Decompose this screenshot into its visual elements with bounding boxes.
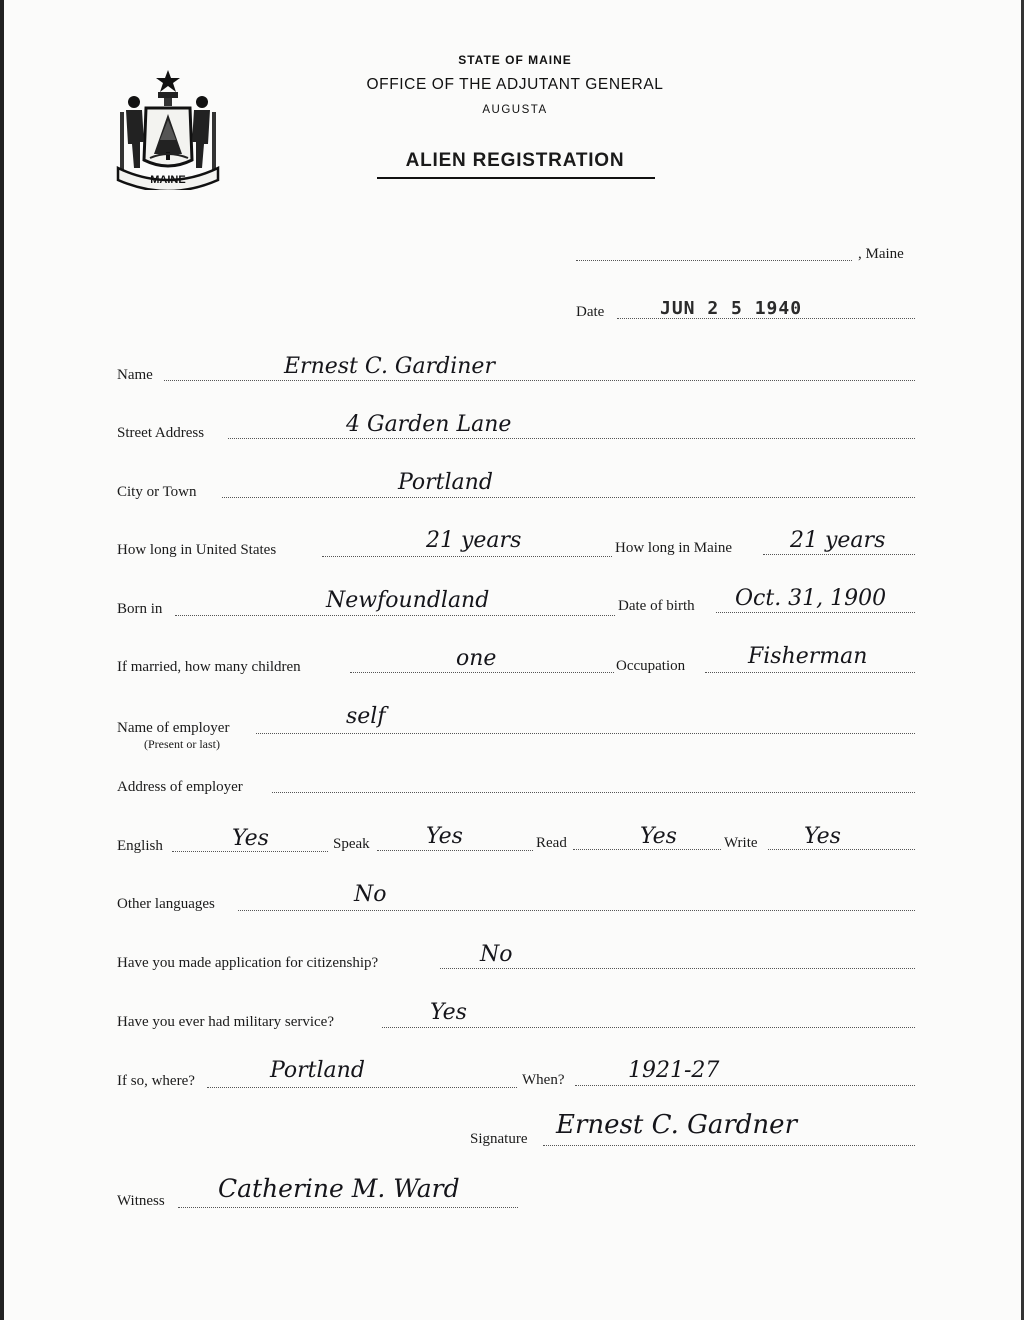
witness-value: Catherine M. Ward — [218, 1174, 460, 1203]
name-line[interactable] — [164, 380, 915, 381]
english-value: Yes — [232, 826, 269, 851]
date-label: Date — [576, 304, 605, 320]
us-duration-line[interactable] — [322, 556, 612, 557]
read-value: Yes — [640, 824, 677, 849]
date-stamp: JUN 2 5 1940 — [660, 298, 803, 319]
children-line[interactable] — [350, 672, 614, 673]
dob-value: Oct. 31, 1900 — [735, 586, 887, 611]
military-line[interactable] — [382, 1027, 915, 1028]
born-value: Newfoundland — [326, 588, 490, 613]
military-value: Yes — [430, 1000, 467, 1025]
form-title: ALIEN REGISTRATION — [405, 150, 625, 171]
employer-line[interactable] — [256, 733, 915, 734]
where-label: If so, where? — [117, 1073, 195, 1089]
dob-label: Date of birth — [618, 598, 695, 614]
city-value: Portland — [398, 470, 493, 495]
city-line[interactable] — [222, 497, 915, 498]
english-label: English — [117, 838, 163, 854]
witness-line[interactable] — [178, 1207, 518, 1208]
when-line[interactable] — [575, 1085, 915, 1086]
other-languages-value: No — [354, 882, 387, 907]
occupation-label: Occupation — [616, 658, 686, 674]
children-value: one — [456, 646, 497, 671]
citizenship-line[interactable] — [440, 968, 915, 969]
when-label: When? — [522, 1072, 565, 1088]
state-heading: STATE OF MAINE — [458, 53, 572, 67]
speak-value: Yes — [426, 824, 463, 849]
citizenship-value: No — [480, 942, 513, 967]
maine-duration-label: How long in Maine — [615, 540, 733, 556]
city-heading: AUGUSTA — [482, 104, 548, 116]
name-label: Name — [117, 367, 153, 383]
employer-label: Name of employer — [117, 720, 230, 736]
citizenship-label: Have you made application for citizenship? — [117, 955, 379, 971]
occupation-value: Fisherman — [748, 644, 868, 669]
maine-seal-icon — [112, 68, 224, 190]
employer-address-line[interactable] — [272, 792, 915, 793]
employer-sublabel: (Present or last) — [144, 737, 220, 751]
city-label: City or Town — [117, 484, 197, 500]
name-value: Ernest C. Gardiner — [284, 354, 495, 379]
seal-banner-text: MAINE — [150, 174, 186, 186]
office-heading: OFFICE OF THE ADJUTANT GENERAL — [366, 76, 664, 93]
read-line[interactable] — [573, 849, 721, 850]
place-line[interactable] — [576, 260, 852, 261]
write-value: Yes — [804, 824, 841, 849]
born-label: Born in — [117, 601, 163, 617]
title-underline — [377, 177, 655, 179]
read-label: Read — [536, 835, 567, 851]
street-value: 4 Garden Lane — [346, 412, 512, 437]
dob-line[interactable] — [716, 612, 915, 613]
where-value: Portland — [270, 1058, 365, 1083]
us-duration-value: 21 years — [426, 528, 522, 553]
maine-duration-value: 21 years — [790, 528, 886, 553]
military-label: Have you ever had military service? — [117, 1014, 334, 1030]
us-duration-label: How long in United States — [117, 542, 277, 558]
employer-address-label: Address of employer — [117, 779, 243, 795]
street-line[interactable] — [228, 438, 915, 439]
occupation-line[interactable] — [705, 672, 915, 673]
speak-line[interactable] — [377, 850, 533, 851]
other-languages-line[interactable] — [238, 910, 915, 911]
employer-value: self — [346, 704, 386, 729]
english-line[interactable] — [172, 851, 328, 852]
where-line[interactable] — [207, 1087, 517, 1088]
write-label: Write — [724, 835, 758, 851]
signature-line[interactable] — [543, 1145, 915, 1146]
speak-label: Speak — [333, 836, 370, 852]
street-label: Street Address — [117, 425, 205, 441]
children-label: If married, how many children — [117, 659, 301, 675]
born-line[interactable] — [175, 615, 615, 616]
maine-duration-line[interactable] — [763, 554, 915, 555]
signature-value: Ernest C. Gardner — [556, 1110, 797, 1140]
other-languages-label: Other languages — [117, 896, 215, 912]
witness-label: Witness — [117, 1193, 165, 1209]
scan-edge-left — [0, 0, 4, 1320]
place-suffix: , Maine — [858, 246, 904, 262]
when-value: 1921-27 — [628, 1058, 720, 1083]
signature-label: Signature — [470, 1131, 528, 1147]
write-line[interactable] — [768, 849, 915, 850]
